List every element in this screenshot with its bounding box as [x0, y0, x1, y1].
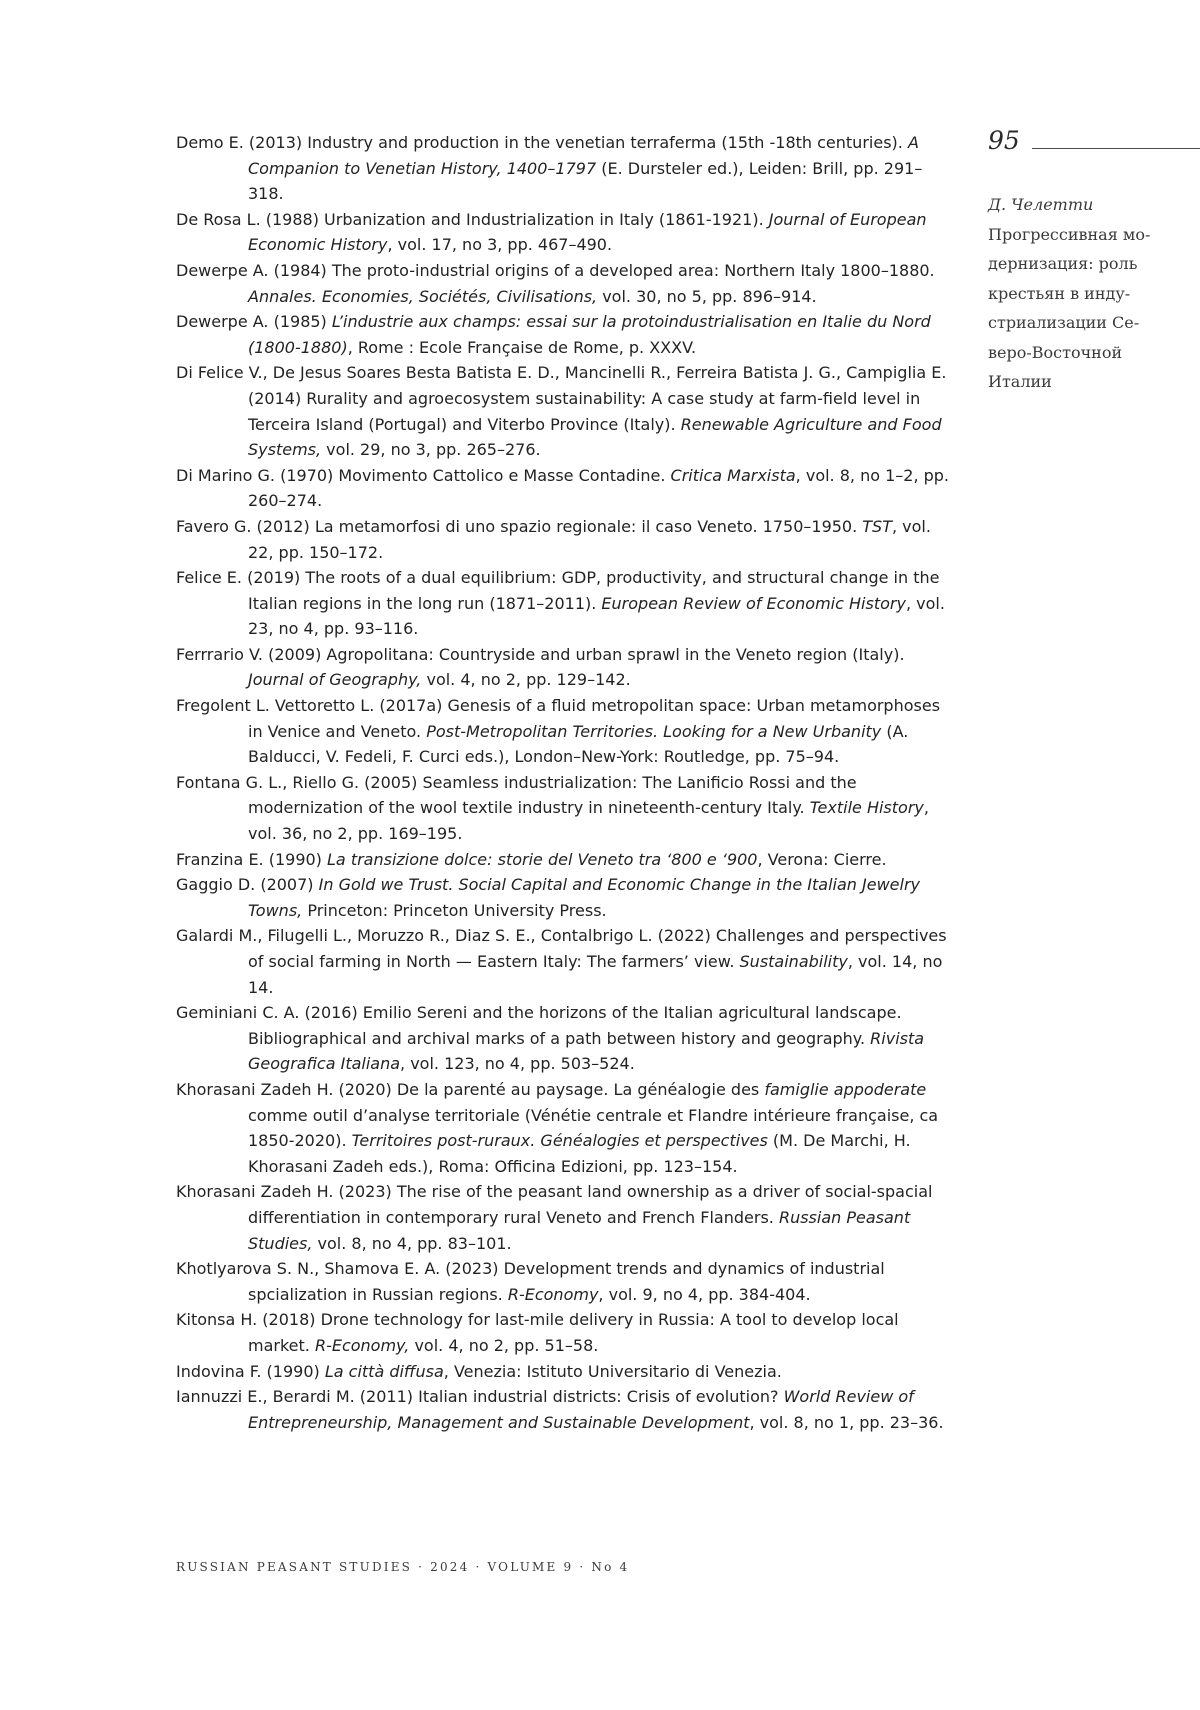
reference-source-italic: Annales. Economies, Sociétés, Civilisations, [248, 287, 597, 306]
reference-text: Di Marino G. (1970) Movimento Cattolico e Masse Contadine. [176, 466, 671, 485]
reference-text: , vol. 23, no 4, pp. 93–116. [248, 594, 945, 639]
reference-source-italic: Post-Metropolitan Territories. Looking for a New Urbanity [426, 722, 881, 741]
reference-entry [176, 130, 952, 207]
reference-text: , Rome : Ecole Française de Rome, p. XXXV. [348, 338, 696, 357]
reference-text: , vol. 22, pp. 150–172. [248, 517, 931, 562]
reference-entry [176, 1307, 952, 1358]
reference-text: vol. 30, no 5, pp. 896–914. [597, 287, 817, 306]
journal-footer: RUSSIAN PEASANT STUDIES · 2024 · VOLUME 9 · No 4 [176, 1560, 629, 1574]
running-head-title-line: Прогрессивная мо- [988, 220, 1188, 250]
running-head [988, 190, 1188, 397]
reference-text: Ferrrario V. (2009) Agropolitana: Countryside and urban sprawl in the Veneto region (Italy). [176, 645, 905, 664]
reference-text: Khorasani Zadeh H. (2023) The rise of the peasant land ownership as a driver of social-spacial differentiation in contemporary rural Veneto and French Flanders. [176, 1182, 932, 1227]
reference-text: Galardi M., Filugelli L., Moruzzo R., Diaz S. E., Contalbrigo L. (2022) Challenges and perspectives of social farming in North — Eastern Italy: The farmers’ view. [176, 926, 947, 971]
reference-source-italic: World Review of Entrepreneurship, Management and Sustainable Development [248, 1387, 914, 1432]
reference-source-italic: Rivista Geografica Italiana [248, 1029, 924, 1074]
reference-text: (E. Dursteler ed.), Leiden: Brill, pp. 291–318. [248, 159, 922, 204]
reference-text: vol. 4, no 2, pp. 129–142. [421, 670, 630, 689]
page-number: 95 [988, 126, 1020, 156]
reference-text: Gaggio D. (2007) [176, 875, 319, 894]
reference-text: Franzina E. (1990) [176, 850, 327, 869]
reference-entry [176, 1000, 952, 1077]
running-head-title-line: стриализации Се- [988, 308, 1188, 338]
reference-text: , vol. 14, no 14. [248, 952, 942, 997]
reference-entry [176, 207, 952, 258]
reference-text: , Venezia: Istituto Universitario di Venezia. [444, 1362, 782, 1381]
reference-entry [176, 1359, 952, 1385]
reference-text: (M. De Marchi, H. Khorasani Zadeh eds.), Roma: Officina Edizioni, pp. 123–154. [248, 1131, 911, 1176]
reference-text: Kitonsa H. (2018) Drone technology for last-mile delivery in Russia: A tool to develop local market. [176, 1310, 899, 1355]
reference-text: , vol. 8, no 1, pp. 23–36. [750, 1413, 944, 1432]
reference-source-italic: Territoires post-ruraux. Généalogies et perspectives [352, 1131, 768, 1150]
reference-source-italic: TST [862, 517, 892, 536]
reference-list [176, 130, 952, 1435]
reference-text: comme outil d’analyse territoriale (Vénétie centrale et Flandre intérieure française, ca 1850-2020). [248, 1106, 938, 1151]
running-head-title-line: дернизация: роль [988, 249, 1188, 279]
reference-text: Dewerpe A. (1985) [176, 312, 332, 331]
reference-text: Indovina F. (1990) [176, 1362, 325, 1381]
reference-text: Princeton: Princeton University Press. [302, 901, 606, 920]
reference-text: Iannuzzi E., Berardi M. (2011) Italian industrial districts: Crisis of evolution? [176, 1387, 784, 1406]
reference-entry [176, 565, 952, 642]
reference-text: Fontana G. L., Riello G. (2005) Seamless industrialization: The Lanificio Rossi and the modernization of the wool textile industry in nineteenth-century Italy. [176, 773, 857, 818]
reference-entry [176, 693, 952, 770]
reference-text: , vol. 123, no 4, pp. 503–524. [400, 1054, 635, 1073]
reference-text: Demo E. (2013) Industry and production in the venetian terraferma (15th -18th centuries). [176, 133, 908, 152]
reference-source-italic: In Gold we Trust. Social Capital and Economic Change in the Italian Jewelry Towns, [248, 875, 920, 920]
reference-text: (A. Balducci, V. Fedeli, F. Curci eds.), London–New-York: Routledge, pp. 75–94. [248, 722, 908, 767]
reference-source-italic: Journal of European Economic History [248, 210, 927, 255]
reference-entry [176, 360, 952, 462]
reference-entry [176, 1384, 952, 1435]
page-number-rule [1032, 148, 1200, 149]
reference-entry [176, 770, 952, 847]
reference-text: De Rosa L. (1988) Urbanization and Industrialization in Italy (1861-1921). [176, 210, 769, 229]
reference-text: Dewerpe A. (1984) The proto-industrial origins of a developed area: Northern Italy 1800–1880. [176, 261, 935, 280]
reference-entry [176, 1179, 952, 1256]
reference-source-italic: famiglie appoderate [764, 1080, 926, 1099]
reference-entry [176, 1256, 952, 1307]
running-head-title-line: Италии [988, 367, 1188, 397]
reference-text: , Verona: Cierre. [757, 850, 886, 869]
reference-source-italic: Critica Marxista [671, 466, 796, 485]
reference-source-italic: La transizione dolce: storie del Veneto tra ‘800 e ‘900 [327, 850, 757, 869]
running-head-title-line: крестьян в инду- [988, 279, 1188, 309]
reference-entry [176, 872, 952, 923]
reference-source-italic: European Review of Economic History [601, 594, 906, 613]
reference-text: Felice E. (2019) The roots of a dual equilibrium: GDP, productivity, and structural change in the Italian regions in the long run (1871–2011). [176, 568, 939, 613]
running-head-title-line: веро-Восточной [988, 338, 1188, 368]
reference-entry [176, 1077, 952, 1179]
reference-source-italic: R-Economy, [315, 1336, 409, 1355]
reference-entry [176, 923, 952, 1000]
reference-source-italic: La città diffusa [325, 1362, 444, 1381]
reference-entry [176, 463, 952, 514]
reference-entry [176, 847, 952, 873]
reference-text: Geminiani C. A. (2016) Emilio Sereni and the horizons of the Italian agricultural landscape. Bibliographical and archival marks of a path between history and geography. [176, 1003, 902, 1048]
reference-text: Khorasani Zadeh H. (2020) De la parenté au paysage. La généalogie des [176, 1080, 764, 1099]
reference-text: , vol. 8, no 1–2, pp. 260–274. [248, 466, 949, 511]
reference-text: , vol. 36, no 2, pp. 169–195. [248, 798, 929, 843]
reference-text: Fregolent L. Vettoretto L. (2017a) Genesis of a fluid metropolitan space: Urban metamorphoses in Venice and Veneto. [176, 696, 940, 741]
reference-text: , vol. 9, no 4, pp. 384-404. [598, 1285, 810, 1304]
reference-source-italic: Journal of Geography, [248, 670, 421, 689]
reference-text: , vol. 17, no 3, pp. 467–490. [387, 235, 612, 254]
reference-source-italic: Russian Peasant Studies, [248, 1208, 910, 1253]
reference-source-italic: Sustainability [740, 952, 848, 971]
reference-text: Di Felice V., De Jesus Soares Besta Batista E. D., Mancinelli R., Ferreira Batista J. G., Campiglia E. (2014) Rurality and agroecosystem sustainability: A case study at farm-field level in Terceira Island (Portugal) and Viterbo Province (Italy). [176, 363, 946, 433]
reference-source-italic: Textile History [810, 798, 924, 817]
reference-text: Favero G. (2012) La metamorfosi di uno spazio regionale: il caso Veneto. 1750–1950. [176, 517, 862, 536]
reference-source-italic: Renewable Agriculture and Food Systems, [248, 415, 942, 460]
reference-source-italic: R-Economy [508, 1285, 599, 1304]
reference-entry [176, 642, 952, 693]
reference-text: vol. 4, no 2, pp. 51–58. [409, 1336, 598, 1355]
reference-text: vol. 8, no 4, pp. 83–101. [312, 1234, 511, 1253]
reference-entry [176, 514, 952, 565]
reference-text: Khotlyarova S. N., Shamova E. A. (2023) Development trends and dynamics of industrial spcialization in Russian regions. [176, 1259, 885, 1304]
reference-entry [176, 309, 952, 360]
running-head-author: Д. Челетти [988, 190, 1188, 220]
reference-entry [176, 258, 952, 309]
reference-source-italic: L’industrie aux champs: essai sur la protoindustrialisation en Italie du Nord (1800-1880) [248, 312, 931, 357]
reference-source-italic: A Companion to Venetian History, 1400–1797 [248, 133, 919, 178]
reference-text: vol. 29, no 3, pp. 265–276. [321, 440, 541, 459]
